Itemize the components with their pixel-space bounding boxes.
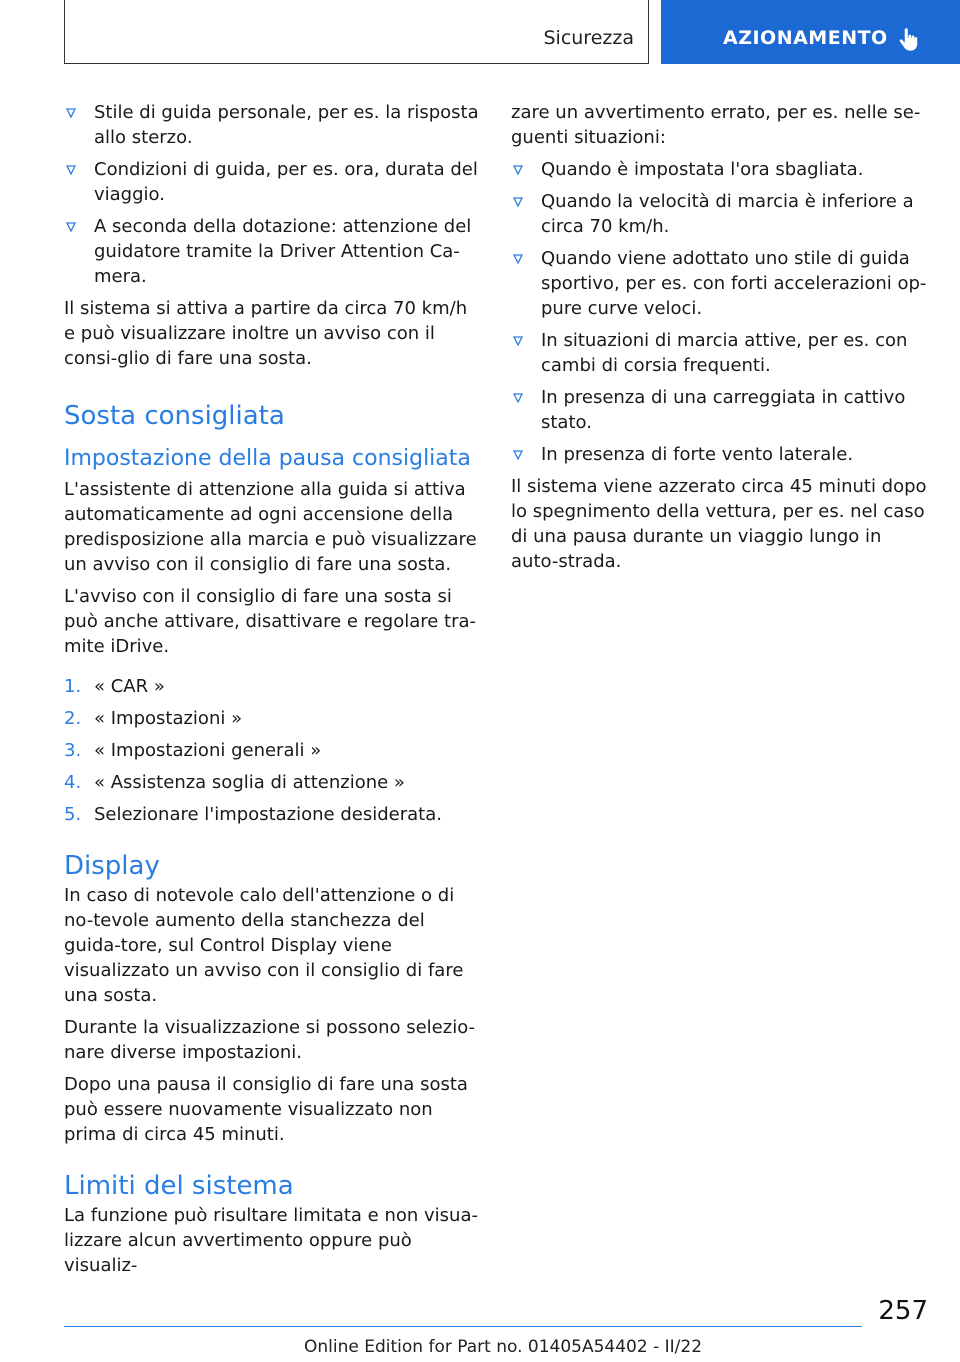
list-item-text: Quando viene adottato uno stile di guida sportivo, per es. con forti accelerazioni op-pure curve veloci.	[541, 248, 927, 319]
paragraph: Il sistema viene azzerato circa 45 minuti dopo lo spegnimento della vettura, per es. nel caso di una pausa durante un viaggio lungo in auto-strada.	[511, 476, 927, 572]
chapter-tab[interactable]	[661, 0, 960, 64]
paragraph: Durante la visualizzazione si possono selezio-nare diverse impostazioni.	[64, 1017, 476, 1063]
step-item	[64, 802, 482, 827]
page-number: 257	[878, 1296, 928, 1326]
list-item-text: In situazioni di marcia attive, per es. con cambi di corsia frequenti.	[541, 330, 908, 376]
pointing-hand-icon	[895, 26, 921, 52]
list-item	[64, 157, 482, 207]
paragraph: L'assistente di attenzione alla guida si attiva automaticamente ad ogni accensione della predisposizione alla marcia e può visualizzare un avviso con il consiglio di fare una sosta.	[64, 479, 477, 575]
triangle-bullet-icon	[513, 393, 523, 403]
heading-sosta-consigliata: Sosta consigliata	[64, 401, 285, 431]
header-section-box	[64, 0, 649, 64]
list-item-text: Quando la velocità di marcia è inferiore a circa 70 km/h.	[541, 191, 914, 237]
step-text: « Impostazioni generali »	[94, 740, 322, 761]
list-item	[64, 214, 482, 289]
list-item-text: In presenza di una carreggiata in cattivo stato.	[541, 387, 906, 433]
step-number: 5.	[64, 804, 82, 825]
triangle-bullet-icon	[513, 254, 523, 264]
step-number: 1.	[64, 676, 82, 697]
footer-divider	[64, 1326, 862, 1327]
triangle-bullet-icon	[513, 336, 523, 346]
list-item	[511, 246, 931, 321]
triangle-bullet-icon	[66, 222, 76, 232]
step-number: 2.	[64, 708, 82, 729]
step-text: « Assistenza soglia di attenzione »	[94, 772, 405, 793]
chapter-tab-label: AZIONAMENTO	[723, 27, 888, 49]
paragraph: L'avviso con il consiglio di fare una sosta si può anche attivare, disattivare e regolare tra-mite iDrive.	[64, 586, 477, 657]
triangle-bullet-icon	[513, 165, 523, 175]
paragraph: La funzione può risultare limitata e non visua-lizzare alcun avvertimento oppure può visualiz-	[64, 1205, 478, 1276]
list-item-text: In presenza di forte vento laterale.	[541, 444, 854, 465]
paragraph: Dopo una pausa il consiglio di fare una sosta può essere nuovamente visualizzato non prima di circa 45 minuti.	[64, 1074, 468, 1145]
step-item	[64, 674, 482, 699]
section-title: Sicurezza	[543, 27, 634, 49]
list-item	[511, 442, 931, 467]
triangle-bullet-icon	[66, 165, 76, 175]
heading-limiti-sistema: Limiti del sistema	[64, 1171, 294, 1201]
triangle-bullet-icon	[66, 108, 76, 118]
step-item	[64, 770, 482, 795]
heading-display: Display	[64, 851, 160, 881]
step-text: Selezionare l'impostazione desiderata.	[94, 804, 442, 825]
step-item	[64, 706, 482, 731]
list-item-text: Quando è impostata l'ora sbagliata.	[541, 159, 864, 180]
triangle-bullet-icon	[513, 197, 523, 207]
step-text: « Impostazioni »	[94, 708, 243, 729]
step-number: 4.	[64, 772, 82, 793]
paragraph: In caso di notevole calo dell'attenzione o di no-tevole aumento della stanchezza del guida-tore, sul Control Display viene visualizzato un avviso con il consiglio di fare una sosta.	[64, 885, 464, 1006]
triangle-bullet-icon	[513, 450, 523, 460]
paragraph: zare un avvertimento errato, per es. nelle se-guenti situazioni:	[511, 102, 921, 148]
step-number: 3.	[64, 740, 82, 761]
list-item-text: Stile di guida personale, per es. la risposta allo sterzo.	[94, 102, 479, 148]
list-item	[511, 385, 931, 435]
list-item-text: A seconda della dotazione: attenzione del guidatore tramite la Driver Attention Ca-mera.	[94, 216, 472, 287]
paragraph: Il sistema si attiva a partire da circa 70 km/h e può visualizzare inoltre un avviso con il consi-glio di fare una sosta.	[64, 298, 468, 369]
list-item	[511, 189, 931, 239]
step-item	[64, 738, 482, 763]
step-text: « CAR »	[94, 676, 165, 697]
subheading-impostazione-pausa: Impostazione della pausa consigliata	[64, 446, 471, 471]
list-item	[511, 328, 931, 378]
left-column	[64, 100, 482, 1285]
right-column	[511, 100, 931, 581]
edition-footer: Online Edition for Part no. 01405A54402 - II/22	[304, 1337, 703, 1357]
steps-list	[64, 674, 482, 827]
list-item-text: Condizioni di guida, per es. ora, durata del viaggio.	[94, 159, 478, 205]
list-item	[64, 100, 482, 150]
list-item	[511, 157, 931, 182]
